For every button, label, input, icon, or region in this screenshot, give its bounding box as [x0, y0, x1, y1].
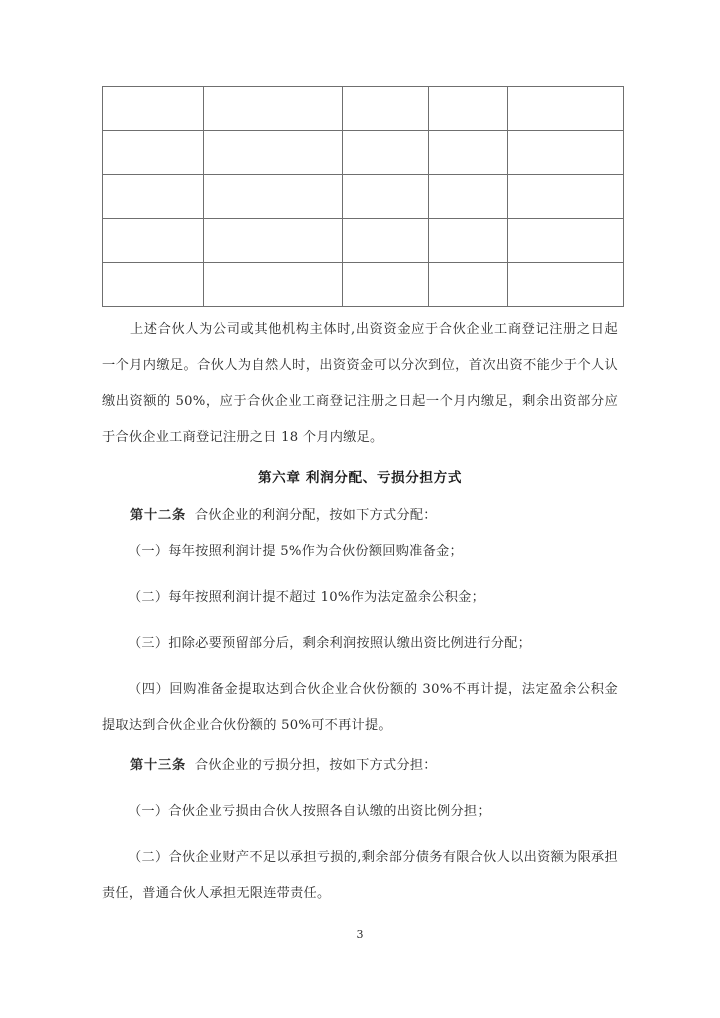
table-cell	[204, 87, 343, 131]
article-13-lead-text: 合伙企业的亏损分担，按如下方式分担：	[194, 758, 437, 773]
table-row	[103, 131, 624, 175]
table-cell	[429, 87, 508, 131]
article-12-item-2-block	[102, 580, 618, 616]
article-12-label: 第十二条	[130, 508, 186, 523]
page-content	[102, 0, 618, 1018]
table-cell	[343, 175, 429, 219]
table-cell	[429, 219, 508, 263]
table-cell	[508, 175, 624, 219]
table-cell	[429, 131, 508, 175]
article-12-item-1-block	[102, 534, 618, 570]
article-12-lead	[102, 498, 618, 534]
article-12-item-1: （一）每年按照利润计提 5%作为合伙份额回购准备金；	[128, 544, 463, 559]
table-cell	[508, 219, 624, 263]
table-cell	[508, 131, 624, 175]
article-13-lead	[102, 748, 618, 784]
table-cell	[343, 131, 429, 175]
table-cell	[508, 87, 624, 131]
page-number: 3	[356, 928, 364, 941]
article-13-item-2-block	[102, 840, 618, 912]
table-row	[103, 263, 624, 307]
table-row	[103, 219, 624, 263]
chapter-heading: 第六章 利润分配、亏损分担方式	[257, 470, 463, 486]
table-cell	[103, 131, 204, 175]
table-cell	[204, 263, 343, 307]
table-cell	[204, 175, 343, 219]
table-cell	[343, 219, 429, 263]
article-12-item-4-block	[102, 672, 618, 744]
article-13-item-2: （二）合伙企业财产不足以承担亏损的,剩余部分债务有限合伙人以出资额为限承担责任，普通合伙人承担无限连带责任。	[102, 850, 618, 901]
table-body	[103, 87, 624, 307]
table-cell	[103, 263, 204, 307]
table-row	[103, 175, 624, 219]
contribution-terms-paragraph: 上述合伙人为公司或其他机构主体时,出资资金应于合伙企业工商登记注册之日起一个月内缴足。合伙人为自然人时，出资资金可以分次到位，首次出资不能少于个人认缴出资额的 50%，应于合伙企业工商登记注册之日起一个月内缴足，剩余出资部分应于合伙企业工商登记注册之日 18 个月内缴足。	[102, 322, 618, 445]
table-cell	[103, 175, 204, 219]
table-cell	[429, 263, 508, 307]
table-cell	[429, 175, 508, 219]
article-13-label: 第十三条	[130, 758, 186, 773]
table-row	[103, 87, 624, 131]
article-12-item-4: （四）回购准备金提取达到合伙企业合伙份额的 30%不再计提，法定盈余公积金提取达到合伙企业合伙份额的 50%可不再计提。	[102, 682, 618, 733]
article-13-item-1: （一）合伙企业亏损由合伙人按照各自认缴的出资比例分担；	[128, 804, 491, 819]
article-13-block	[102, 748, 618, 784]
article-12-item-3-block	[102, 626, 618, 662]
article-12-item-3: （三）扣除必要预留部分后，剩余利润按照认缴出资比例进行分配；	[128, 636, 532, 651]
article-12-lead-text: 合伙企业的利润分配，按如下方式分配：	[194, 508, 437, 523]
article-13-item-1-block	[102, 794, 618, 830]
table-cell	[343, 87, 429, 131]
capital-contribution-table	[102, 86, 624, 307]
table-cell	[103, 87, 204, 131]
table-cell	[508, 263, 624, 307]
table-cell	[204, 219, 343, 263]
table-cell	[204, 131, 343, 175]
table-cell	[343, 263, 429, 307]
article-12-item-2: （二）每年按照利润计提不超过 10%作为法定盈余公积金；	[128, 590, 486, 605]
article-12-block	[102, 498, 618, 534]
table-cell	[103, 219, 204, 263]
contribution-terms-block	[102, 312, 618, 456]
